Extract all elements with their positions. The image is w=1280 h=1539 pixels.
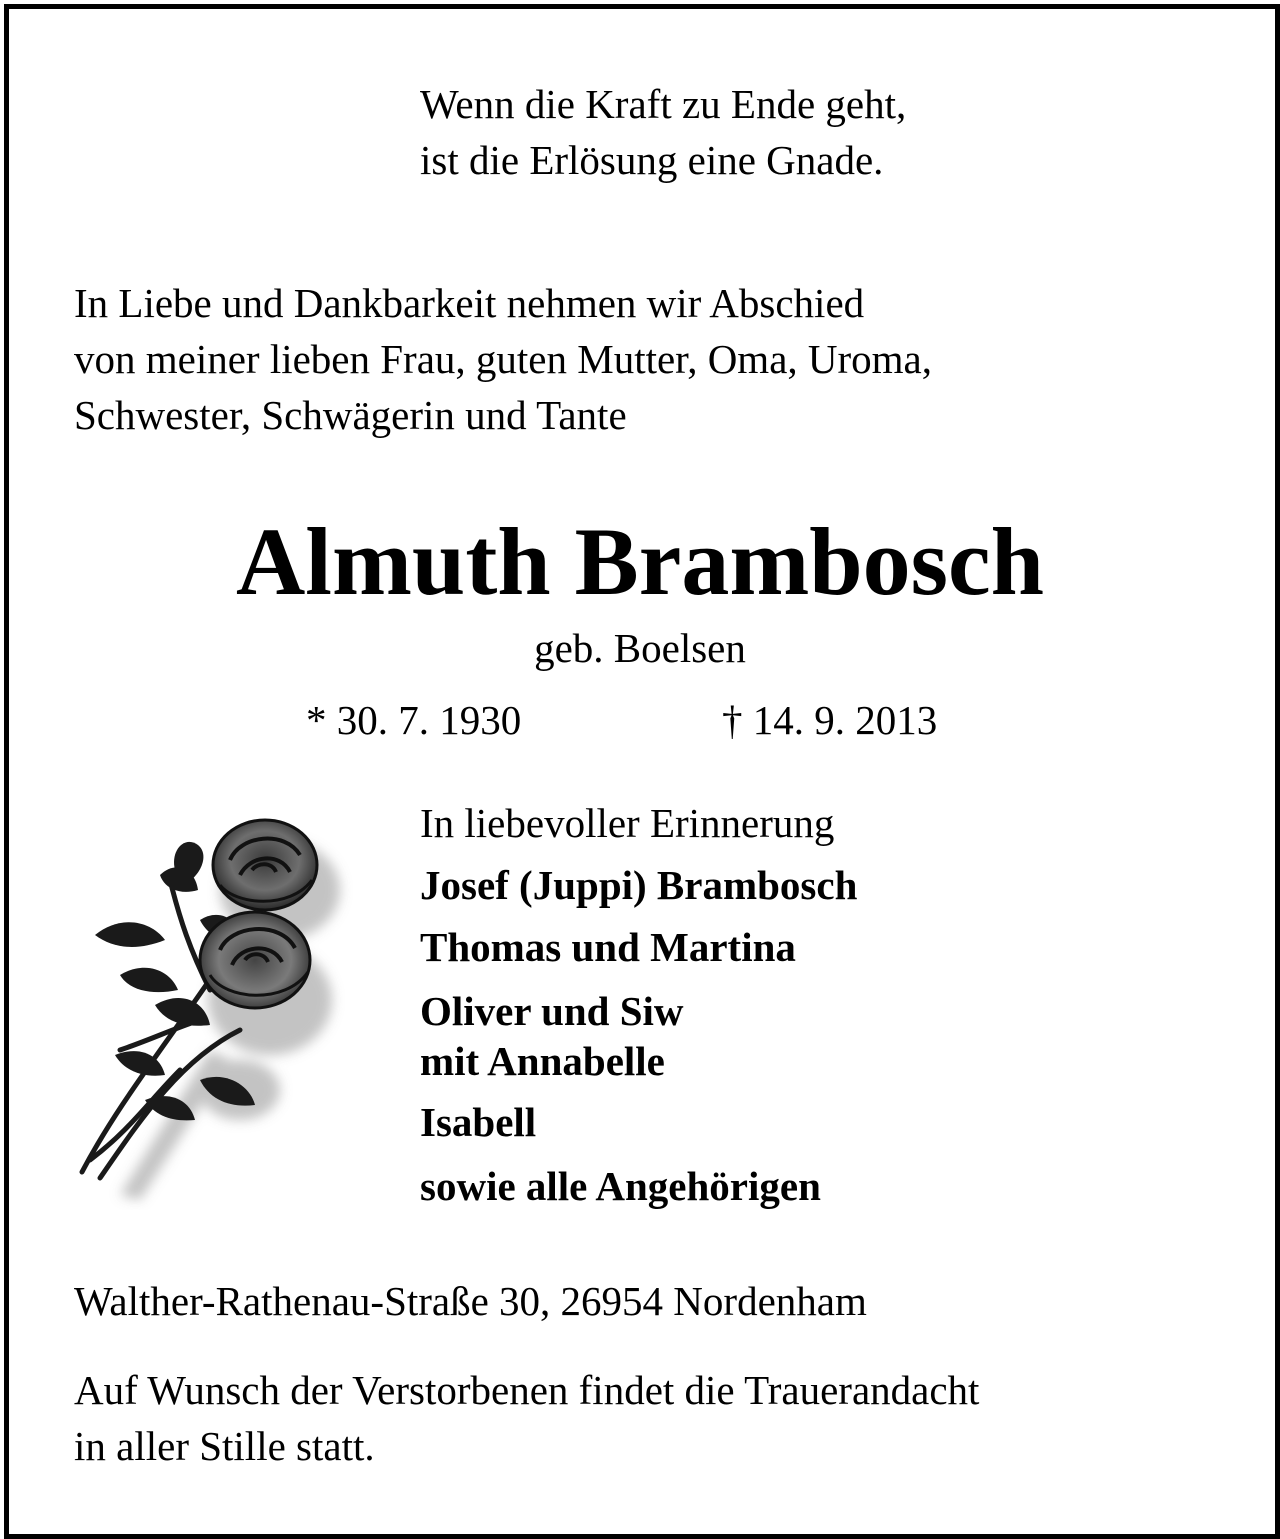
- poem-line-2: ist die Erlösung eine Gnade.: [420, 137, 884, 183]
- intro-line-3: Schwester, Schwägerin und Tante: [74, 392, 627, 438]
- mourner-name: Isabell: [420, 1099, 537, 1145]
- mourner-name: Josef (Juppi) Brambosch: [420, 862, 858, 908]
- birth-date: * 30. 7. 1930: [306, 697, 522, 743]
- notice-line-1: Auf Wunsch der Verstorbenen findet die Trauerandacht: [74, 1367, 980, 1413]
- intro-line-1: In Liebe und Dankbarkeit nehmen wir Abschied: [74, 280, 865, 326]
- mourner-name: Oliver und Siw: [420, 988, 684, 1034]
- notice-line-2: in aller Stille statt.: [74, 1423, 375, 1469]
- mourners-heading: In liebevoller Erinnerung: [420, 800, 835, 846]
- mourner-name: sowie alle Angehörigen: [420, 1163, 821, 1209]
- rose-icon: [60, 800, 360, 1210]
- mourner-name: Thomas und Martina: [420, 924, 796, 970]
- death-date: † 14. 9. 2013: [722, 697, 938, 743]
- poem-line-1: Wenn die Kraft zu Ende geht,: [420, 81, 907, 127]
- address: Walther-Rathenau-Straße 30, 26954 Nordenham: [74, 1278, 867, 1324]
- birth-name: geb. Boelsen: [534, 625, 746, 671]
- intro-line-2: von meiner lieben Frau, guten Mutter, Oma, Uroma,: [74, 336, 932, 382]
- mourner-name: mit Annabelle: [420, 1038, 665, 1084]
- deceased-name: Almuth Brambosch: [235, 508, 1045, 615]
